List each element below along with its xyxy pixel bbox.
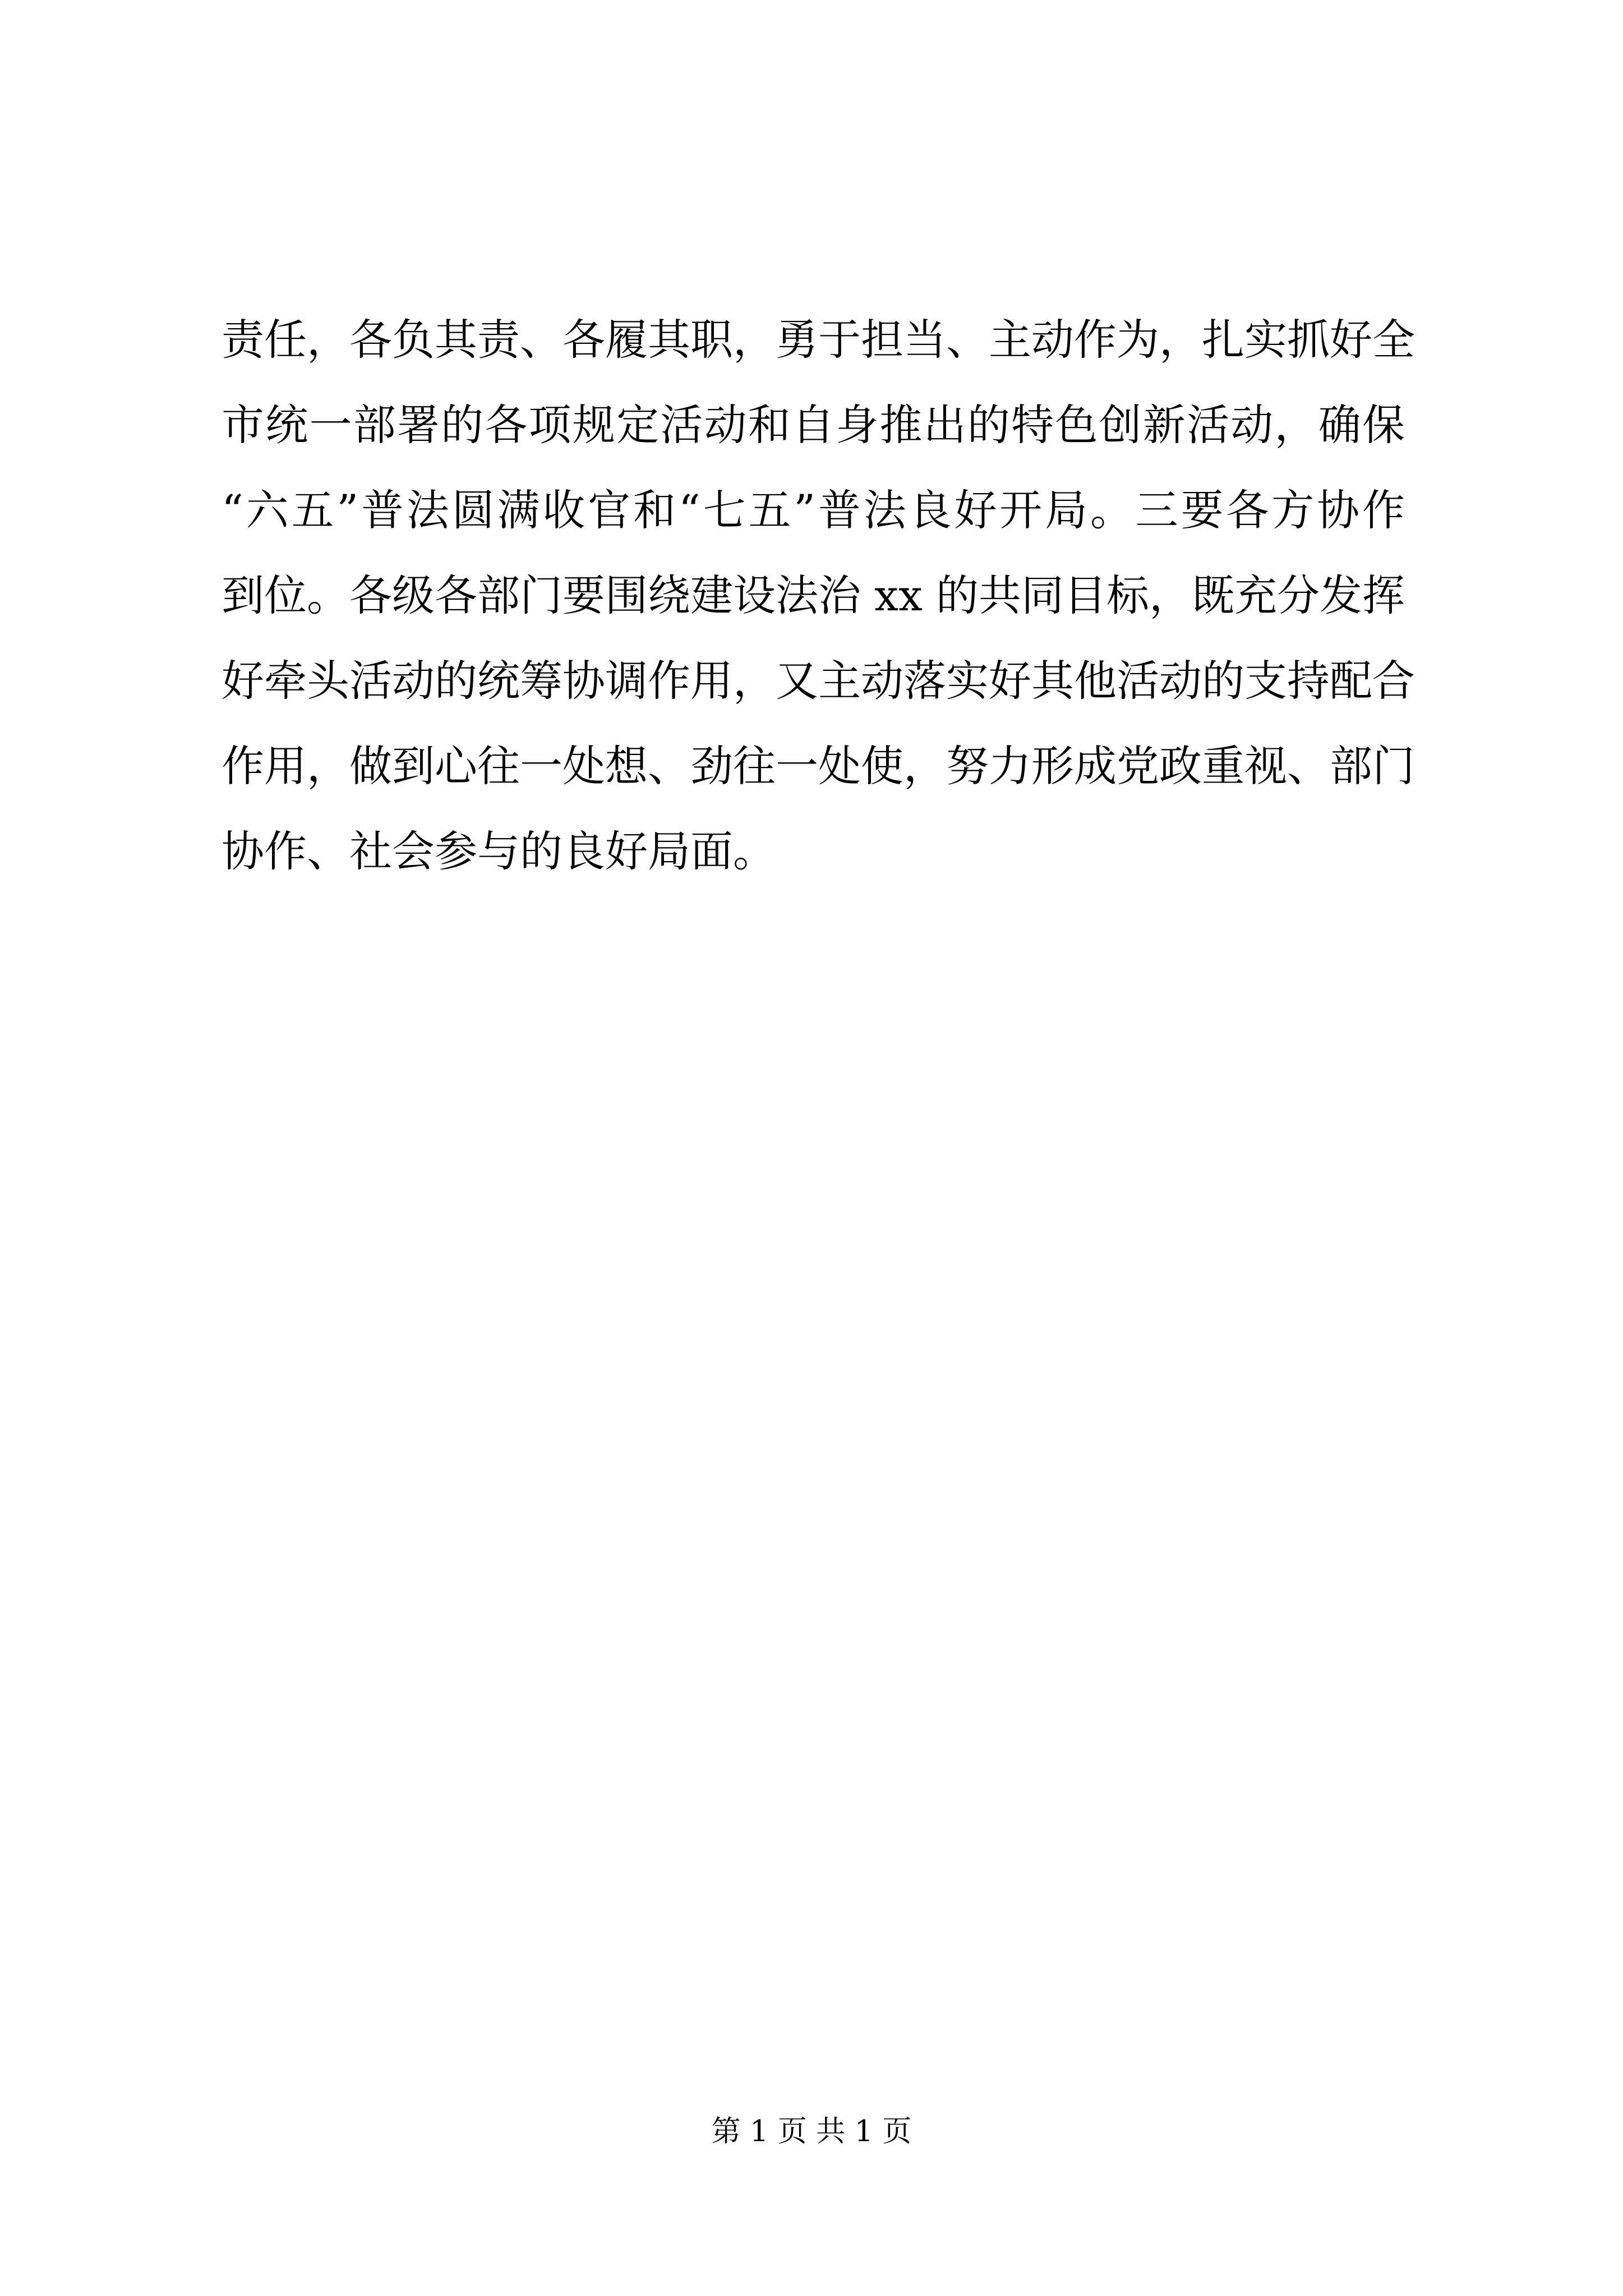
body-paragraph	[222, 297, 1415, 894]
page-footer	[0, 2109, 1623, 2154]
paragraph-line-4: 到位。各级各部门要围绕建设法治 xx 的共同目标，既充分发挥	[222, 570, 1405, 620]
page-number-label: 第 1 页 共 1 页	[711, 2115, 912, 2148]
paragraph-line-6: 作用，做到心往一处想、劲往一处使，努力形成党政重视、部门	[222, 741, 1415, 791]
paragraph-line-7: 协作、社会参与的良好局面。	[222, 826, 776, 876]
paragraph-line-2: 市统一部署的各项规定活动和自身推出的特色创新活动，确保	[222, 400, 1405, 450]
paragraph-line-1: 责任，各负其责、各履其职，勇于担当、主动作为，扎实抓好全	[222, 315, 1415, 365]
paragraph-line-5: 好牵头活动的统筹协调作用，又主动落实好其他活动的支持配合	[222, 656, 1415, 706]
paragraph-line-3: “六五”普法圆满收官和“七五”普法良好开局。三要各方协作	[222, 485, 1405, 535]
